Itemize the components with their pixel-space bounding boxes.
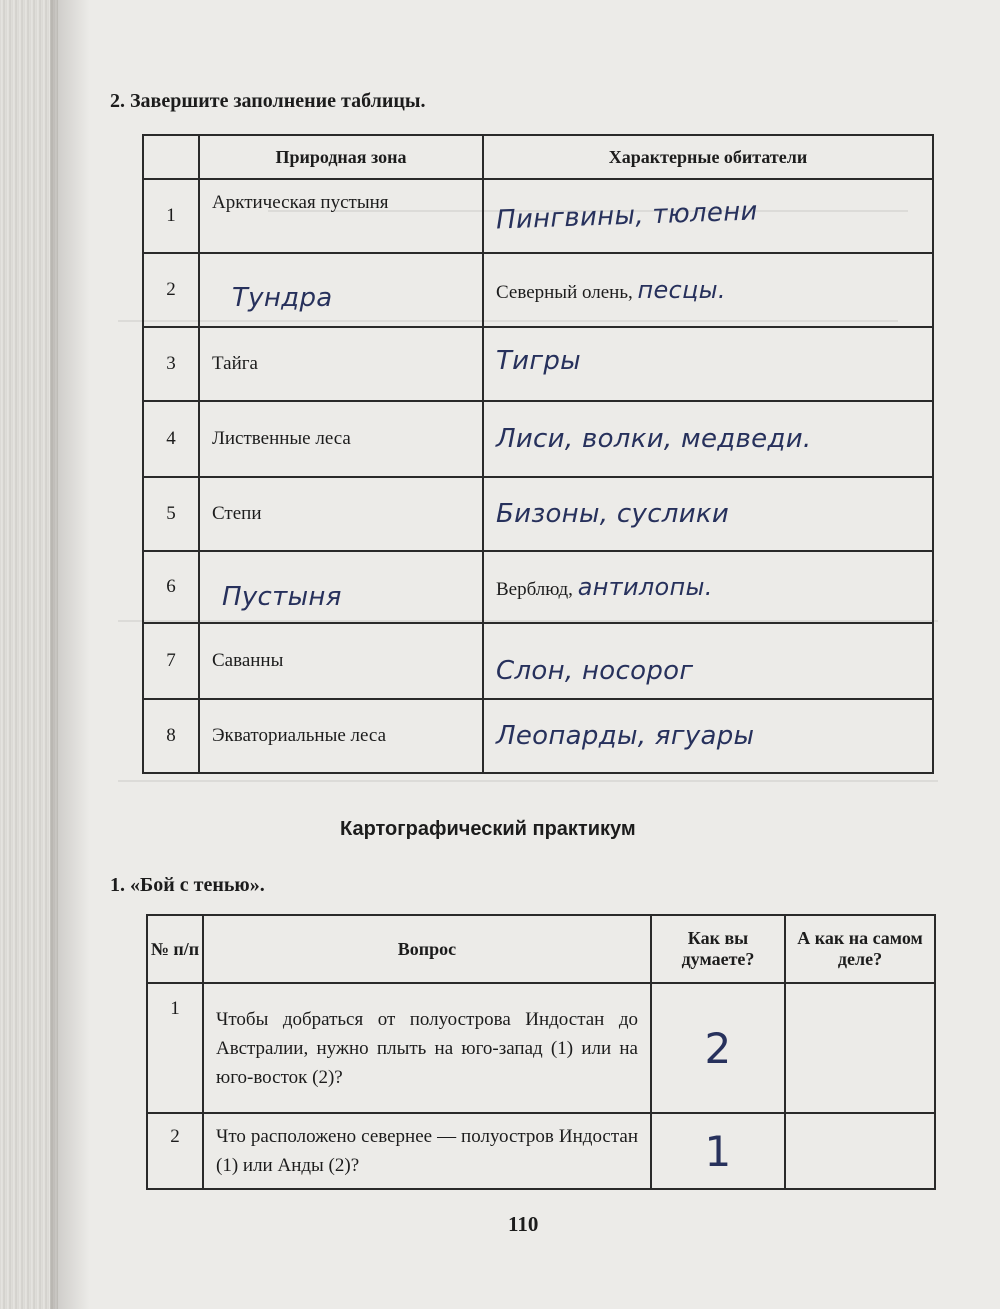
table-row: [143, 327, 933, 401]
table-row: [143, 699, 933, 773]
guess-handwritten: 1: [704, 1126, 732, 1176]
table-row: [143, 623, 933, 699]
inhabitants-printed: Северный олень,: [496, 282, 633, 303]
actual-answer: [785, 983, 935, 1113]
row-number: 6: [143, 551, 199, 623]
header-num: № п/п: [147, 915, 203, 983]
table-row: [143, 477, 933, 551]
row-number: 3: [143, 327, 199, 401]
header-zone: Природная зона: [199, 135, 483, 179]
question-text: Что расположено севернее — полуостров Индостан (1) или Анды (2)?: [203, 1113, 651, 1189]
zone-name: Саванны: [199, 623, 483, 699]
header-inhabitants: Характерные обитатели: [483, 135, 933, 179]
table-row: [143, 551, 933, 623]
task-1-title: 1. «Бой с тенью».: [110, 874, 265, 896]
zone-handwritten: Пустыня: [222, 582, 342, 612]
row-number: 2: [143, 253, 199, 327]
inhabitants-handwritten: Тигры: [496, 345, 581, 376]
table-row: [143, 401, 933, 477]
inhabitants-handwritten: песцы.: [637, 276, 726, 304]
question-text: Чтобы добраться от полуострова Индостан до Австралии, нужно плыть на юго-запад (1) или на юго-восток (2)?: [203, 983, 651, 1113]
page-number: 110: [508, 1212, 539, 1236]
natural-zones-table: [142, 134, 934, 774]
zone-name: Арктическая пустыня: [199, 179, 483, 253]
inhabitants-printed: Верблюд,: [496, 579, 573, 600]
header-guess: Как вы думаете?: [651, 915, 785, 983]
table-row: [147, 983, 935, 1113]
table-header-row: [147, 915, 935, 983]
inhabitants-handwritten: Слон, носорог: [496, 656, 694, 686]
row-number: 4: [143, 401, 199, 477]
table-row: [143, 253, 933, 327]
table-header-row: [143, 135, 933, 179]
actual-answer: [785, 1113, 935, 1189]
row-number: 1: [147, 983, 203, 1113]
row-number: 8: [143, 699, 199, 773]
guess-handwritten: 2: [704, 1023, 732, 1073]
workbook-page: [58, 0, 1000, 1309]
inhabitants-handwritten: Бизоны, суслики: [496, 499, 730, 529]
table-row: [143, 179, 933, 253]
zone-name: Тайга: [199, 327, 483, 401]
zone-name: Степи: [199, 477, 483, 551]
header-actual: А как на самом деле?: [785, 915, 935, 983]
section-title: Картографический практикум: [340, 818, 636, 840]
inhabitants-handwritten: Леопарды, ягуары: [496, 721, 755, 751]
row-number: 5: [143, 477, 199, 551]
row-number: 2: [147, 1113, 203, 1189]
zone-name: Лиственные леса: [199, 401, 483, 477]
zone-handwritten: Тундра: [232, 283, 333, 313]
table-row: [147, 1113, 935, 1189]
shadow-fight-table: [146, 914, 936, 1190]
row-number: 1: [143, 179, 199, 253]
zone-name: Экваториальные леса: [199, 699, 483, 773]
row-number: 7: [143, 623, 199, 699]
header-num: [143, 135, 199, 179]
inhabitants-handwritten: Пингвины, тюлени: [495, 196, 759, 236]
inhabitants-handwritten: Лиси, волки, медведи.: [496, 424, 812, 454]
task-2-title: 2. Завершите заполнение таблицы.: [110, 90, 426, 112]
inhabitants-handwritten: антилопы.: [577, 573, 713, 601]
header-question: Вопрос: [203, 915, 651, 983]
